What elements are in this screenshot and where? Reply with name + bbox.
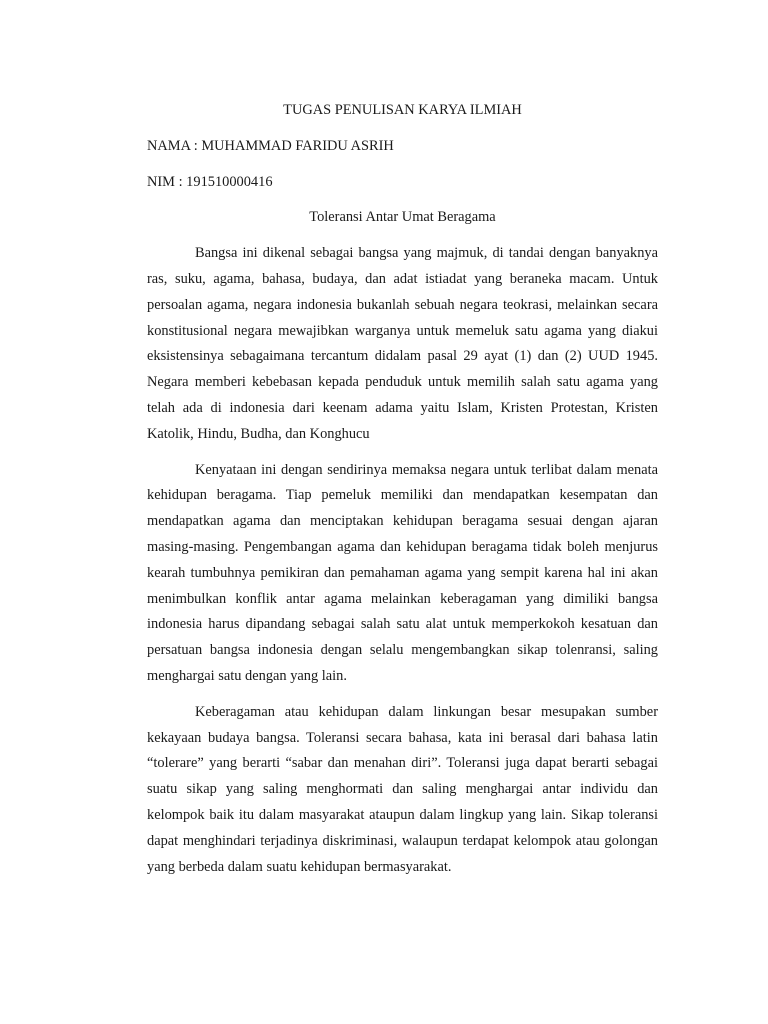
- paragraph-3: Keberagaman atau kehidupan dalam linkungan besar mesupakan sumber kekayaan budaya bangsa. Toleransi secara bahasa, kata ini berasal dari bahasa latin “tolerare” yang berarti “sabar dan menahan diri”. Toleransi juga dapat berarti sebagai suatu sikap yang saling menghormati dan saling menghargai antar individu dan kelompok baik itu dalam masyarakat ataupun dalam lingkup yang lain. Sikap toleransi dapat menghindari terjadinya diskriminasi, walaupun terdapat kelompok atau golongan yang berbeda dalam suatu kehidupan bermasyarakat.: [147, 703, 658, 875]
- paragraph-1: Bangsa ini dikenal sebagai bangsa yang majmuk, di tandai dengan banyaknya ras, suku, agama, bahasa, budaya, dan adat istiadat yang beraneka macam. Untuk persoalan agama, negara indonesia bukanlah sebuah negara teokrasi, melainkan secara konstitusional negara mewajibkan warganya untuk memeluk satu agama yang diakui eksistensinya sebagaimana tercantum didalam pasal 29 ayat (1) dan (2) UUD 1945. Negara memberi kebebasan kepada penduduk untuk memilih salah satu agama yang telah ada di indonesia dari keenam adama yaitu Islam, Kristen Protestan, Kristen Katolik, Hindu, Budha, dan Konghucu: [147, 245, 658, 442]
- document-page: [147, 98, 658, 890]
- document-title: TUGAS PENULISAN KARYA ILMIAH: [283, 102, 522, 118]
- student-nim-line: NIM : 191510000416: [147, 173, 273, 190]
- section-title: Toleransi Antar Umat Beragama: [309, 209, 496, 226]
- paragraph-2: Kenyataan ini dengan sendirinya memaksa negara untuk terlibat dalam menata kehidupan beragama. Tiap pemeluk memiliki dan mendapatkan kesempatan dan mendapatkan agama dan menciptakan kehidupan beragama sesuai dengan ajaran masing-masing. Pengembangan agama dan kehidupan beragama tidak boleh menjurus kearah tumbuhnya pemikiran dan pemahaman agama yang sempit karena hal ini akan menimbulkan konflik antar agama melainkan keberagaman yang dimiliki bangsa indonesia harus dipandang sebagai salah satu alat untuk memperkokoh kesatuan dan persatuan bangsa indonesia dengan selalu mengembangkan sikap tolenransi, saling menghargai satu dengan yang lain.: [147, 461, 658, 684]
- student-name-line: NAMA : MUHAMMAD FARIDU ASRIH: [147, 137, 394, 154]
